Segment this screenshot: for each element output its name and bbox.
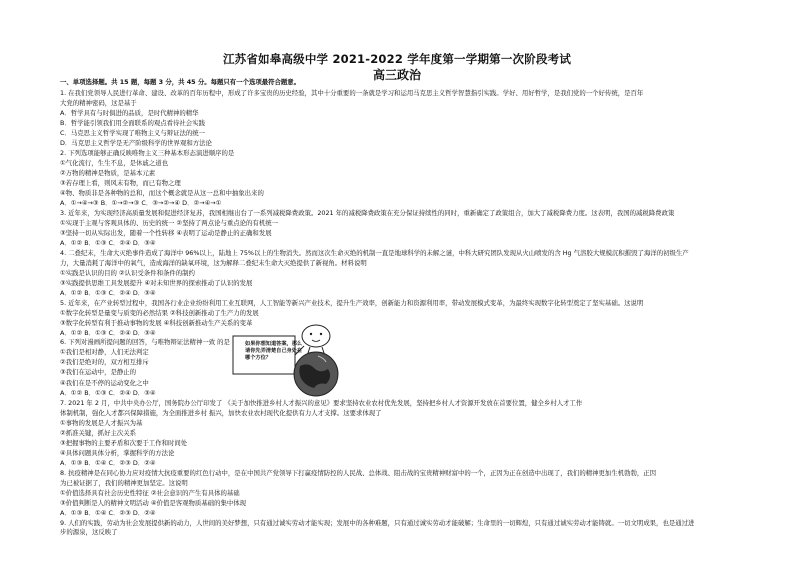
question-line: A．①③ B．①④ C．②③ D．②④ bbox=[60, 509, 156, 517]
question-line: 力，大量消耗了海洋中的氧气，造成海洋的缺氧环境，这为解释二叠纪末生命大灭绝提供了新视角。材料说明 bbox=[60, 259, 367, 267]
question-line: ②抓准关键，抓好主次关系 bbox=[60, 429, 137, 437]
question-line: 大党的精神密码，这是基于 bbox=[60, 99, 137, 107]
question-line: C．马克思主义哲学实现了唯物主义与辩证法的统一 bbox=[60, 129, 206, 137]
question-line: A．①② B．①③ C．②④ D．③④ bbox=[60, 289, 156, 297]
question-line: 3. 近年来，为实现经济高质量发展和促进经济复苏，我国相继出台了一系列减税降费政策。2021 年的减税降费政策在充分保证持续性的同时，重新确定了政策组合，加大了减税降费力度。这表明，我国的减税降费政策 bbox=[60, 209, 675, 217]
question-line: ③坚持一切从实际出发，随着一个性转移 ④表明了运动是静止的正确和发展 bbox=[60, 229, 272, 237]
question-line: ①实现于主观与客观具体的、历史的统一 ②坚持了两点论与重点论的有机统一 bbox=[60, 219, 278, 227]
question-line: A．①③ B．①④ C．②③ D．②④ bbox=[60, 459, 156, 467]
question-line: 7. 2021 年 2 月，中共中央办公厅，国务院办公厅印发了 《关于加快推进乡村人才振兴的意见》要求坚持农业农村优先发展，坚持把乡村人才资源开发放在首要位置，健全乡村人才工作 bbox=[60, 399, 583, 407]
question-line: A．①② B．①③ C．②④ D．③④ bbox=[60, 239, 156, 247]
question-line: ③把握事物的主要矛盾和次要于工作和时间处 bbox=[60, 439, 188, 447]
question-line: ②万物的精神是物质，是基本元素 bbox=[60, 169, 156, 177]
question-line: A．①→④→③ B．①→②→③ C．③→②→④ D．②→④→① bbox=[60, 199, 222, 207]
question-line: 2. 下列选项能够正确反映唯物主义三种基本形态演进顺序的是 bbox=[60, 149, 235, 157]
question-line: 为已被证据了，我们的精神更加坚定。这说明 bbox=[60, 479, 188, 487]
question-line: ①气化流行，生生不息，是休戚之道也 bbox=[60, 159, 168, 167]
question-line: ③若存理上看，则风末有物，而已有物之理 bbox=[60, 179, 181, 187]
question-line: D．马克思主义哲学是无产阶级科学的世界观和方法论 bbox=[60, 139, 212, 147]
question-line: ①我们是相对静，人们无法判定 bbox=[60, 348, 149, 356]
cartoon-image bbox=[228, 322, 343, 402]
question-line: B．哲学能引领我们用全面联系的观点看待社会实践 bbox=[60, 119, 205, 127]
question-line: A．哲学具有与时俱进的品质，是时代精神的精华 bbox=[60, 109, 199, 117]
question-line: A．①② B．①③ C．②④ D．③④ bbox=[60, 329, 156, 337]
question-line: ③实践提供思维工具发展提升 ④对未知世界的探索推动了认识的发展 bbox=[60, 279, 253, 287]
question-line: ④具体问题具体分析，掌握科学的方法论 bbox=[60, 449, 175, 457]
question-line: ①价值选择具有社会历史性特征 ②社会意识的产生有具体的基础 bbox=[60, 489, 240, 497]
question-line: 步的源泉，这反映了 bbox=[60, 528, 118, 536]
question-line: ④物、物质非是各种物的总和，而这个概念就是从这一总和中抽象出来的 bbox=[60, 189, 264, 197]
cartoon-speech-text: 如果你想知道答案，那么请你先弄清楚自己身处在哪个方位？ bbox=[245, 341, 303, 361]
question-line: ③价值判断是人的精神文明活动 ④价值是客观物质基础的集中体现 bbox=[60, 499, 247, 507]
question-line: 体制机制，强化人才都兴保障措施，为全面推进乡村 振兴，加快农业农村现代化提供有力人才支撑。这要求体现了 bbox=[60, 409, 382, 417]
section-heading: 一、单项选择题。共 15 题，每题 3 分，共 45 分。每题只有一个选项最符合题意。 bbox=[60, 78, 301, 86]
question-line: 4. 二叠纪末，生命大灭绝事件造成了海洋中 96%以上，陆地上 75%以上的生物消失。然而这次生命灭绝的机制一直是地球科学的未解之谜，中科大研究团队发现从火山喷发的含 Hg 气溶胶大规模沉积摧毁了海洋的初级生产 bbox=[60, 249, 689, 257]
question-line: ①实践是认识的目的 ②认识受条件和条件的制约 bbox=[60, 269, 195, 277]
question-line: A．①② B．①③ C．②④ D．③④ bbox=[60, 389, 156, 397]
question-line: 5. 近年来，在产业转型过程中，我国各行业企业纷纷利用工业互联网，人工智能等新兴产业技术，提升生产效率，创新能力和资源利用率，带动发展模式变革，为最终实现数字化转型奠定了坚实基础。这说明 bbox=[60, 299, 644, 307]
question-line: ④我们在是不停的运动变化之中 bbox=[60, 379, 149, 387]
question-line: 9. 人们的实践，劳动为社会发展提供新的动力，人世间的美好梦想，只有通过诚实劳动才能实现；发展中的各种难题，只有通过诚实劳动才能破解；生命里的一切辉煌，只有通过诚实劳动才能铸就。一切文明成果，也是通过进 bbox=[60, 519, 695, 527]
cartoon-drawing bbox=[228, 322, 343, 402]
exam-subject: 高三政治 bbox=[372, 68, 421, 82]
question-line: ②我们是绝对的，双方相互排斥 bbox=[60, 358, 149, 366]
question-line: 1. 在我们党领导人民进行革命、建设、改革的百年历程中，形成了许多宝贵的历史经验，其中十分重要的一条就是学习和运用马克思主义哲学智慧指引实践。学好、用好哲学，是我们党的一个好传统，是百年 bbox=[60, 89, 644, 97]
question-line: ①数字化转型是量变与质变的必然结果 ②科技创新推动了生产力的发展 bbox=[60, 309, 259, 317]
question-line: ③我们在运动中，是静止的 bbox=[60, 368, 137, 376]
question-line: ③数字化转型有利于推动事物的发展 ④科技创新推动生产关系的变革 bbox=[60, 319, 253, 327]
question-line: ①事物的发展是人才振兴为基 bbox=[60, 419, 143, 427]
question-line: 8. 抗疫精神是在同心协力应对疫情大抗疫重要的红色行动中，是在中国共产党领导下打赢疫情防控的人民战、总体战、阻击战的宝贵精神财富中的一个，正因为正在创造中出现了，我们的精神更加生机勃勃，正因 bbox=[60, 469, 657, 477]
question-line: 6. 下列对漫画所提问题的回答，与唯物辩证法精神一致 的是 bbox=[60, 338, 230, 346]
exam-title: 江苏省如皋高级中学 2021-2022 学年度第一学期第一次阶段考试 bbox=[222, 52, 572, 66]
